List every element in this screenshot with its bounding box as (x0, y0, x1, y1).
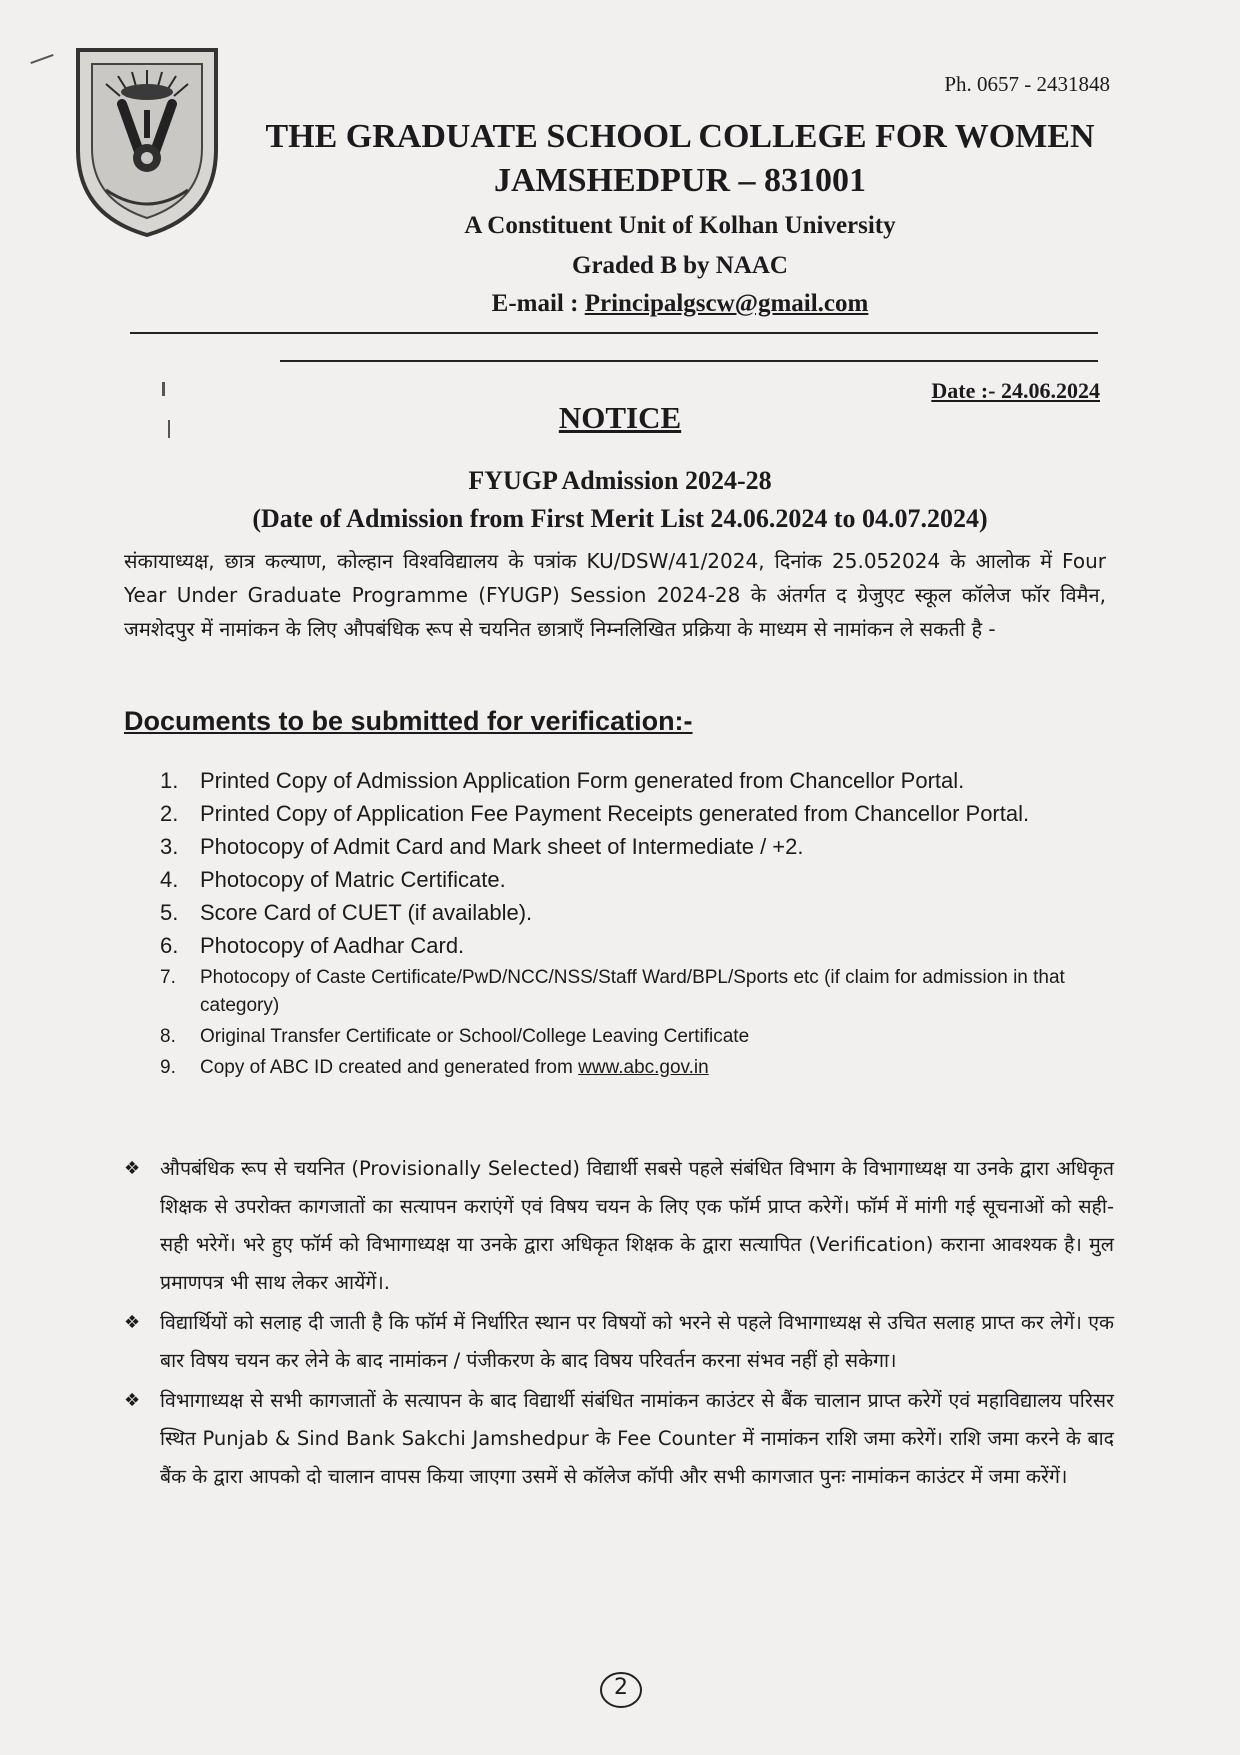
list-number: 3. (160, 834, 179, 859)
list-number: 5. (160, 900, 179, 925)
list-text: Photocopy of Caste Certificate/PwD/NCC/NSS/Staff Ward/BPL/Sports etc (if claim for admission in that category) (200, 967, 1065, 1016)
notice-subtitle: FYUGP Admission 2024-28 (468, 466, 772, 495)
naac-grade: Graded B by NAAC (572, 252, 788, 279)
college-seal-logo (72, 40, 222, 240)
list-item (160, 931, 1090, 961)
list-text: Printed Copy of Admission Application Form generated from Chancellor Portal. (200, 768, 965, 793)
diamond-bullet-icon: ❖ (124, 1158, 141, 1179)
list-number: 9. (160, 1057, 176, 1078)
scan-mark (162, 382, 165, 396)
scan-mark (30, 54, 53, 64)
page-number-text: 2 (614, 1675, 628, 1700)
header-divider (130, 332, 1098, 334)
college-city: JAMSHEDPUR – 831001 (493, 162, 867, 199)
instruction-text: विद्यार्थियों को सलाह दी जाती है कि फॉर्म में निर्धारित स्थान पर विषयों को भरने से पहले विभागाध्यक्ष से उचित सलाह प्राप्त कर लेगें। एक बार विषय चयन कर लेने के बाद नामांकन / पंजीकरण के बाद विषय परिवर्तन करना संभव नहीं हो सकेगा। (160, 1311, 1114, 1372)
list-item (160, 898, 1090, 928)
list-number: 6. (160, 933, 179, 958)
instruction-item (124, 1304, 1114, 1380)
affiliation: A Constituent Unit of Kolhan University (464, 212, 896, 239)
list-text: Photocopy of Admit Card and Mark sheet of Intermediate / +2. (200, 834, 804, 859)
list-text: Score Card of CUET (if available). (200, 900, 533, 925)
admission-dates: (Date of Admission from First Merit List 24.06.2024 to 04.07.2024) (252, 504, 988, 533)
header-divider-2 (280, 360, 1098, 362)
abc-gov-link[interactable]: www.abc.gov.in (578, 1057, 709, 1078)
list-text: Printed Copy of Application Fee Payment Receipts generated from Chancellor Portal. (200, 801, 1030, 826)
instruction-item (124, 1382, 1114, 1496)
notice-title: NOTICE (558, 400, 682, 435)
scan-mark (168, 420, 170, 438)
list-item (160, 1054, 1090, 1082)
list-item (160, 1023, 1090, 1051)
instruction-item (124, 1150, 1114, 1302)
college-name: THE GRADUATE SCHOOL COLLEGE FOR WOMEN (265, 118, 1095, 155)
instruction-text: विभागाध्यक्ष से सभी कागजातों के सत्यापन के बाद विद्यार्थी संबंधित नामांकन काउंटर से बैंक चालान प्राप्त करेगें एवं महाविद्यालय परिसर स्थित Punjab & Sind Bank Sakchi Jamshedpur के Fee Counter में नामांकन राशि जमा करेगें। राशि जमा करने के बाद बैंक के द्वारा आपको दो चालान वापस किया जाएगा उसमें से कॉलेज कॉपी और सभी कागजात पुनः नामांकन काउंटर में जमा करेंगें। (160, 1389, 1114, 1488)
diamond-bullet-icon: ❖ (124, 1312, 141, 1333)
list-number: 7. (160, 967, 176, 988)
page-number (598, 1670, 644, 1710)
list-text: Photocopy of Matric Certificate. (200, 867, 506, 892)
list-number: 8. (160, 1026, 176, 1047)
phone-number: Ph. 0657 - 2431848 (944, 72, 1110, 96)
list-item (160, 799, 1090, 829)
list-text: Copy of ABC ID created and generated from (200, 1057, 579, 1078)
email-line (240, 290, 1120, 318)
list-item (160, 964, 1090, 1020)
email-link[interactable]: Principalgscw@gmail.com (584, 290, 869, 317)
list-item (160, 832, 1090, 862)
documents-heading: Documents to be submitted for verification:- (124, 706, 693, 736)
email-label: E-mail : (491, 290, 585, 317)
list-text: Photocopy of Aadhar Card. (200, 933, 465, 958)
list-item (160, 865, 1090, 895)
intro-paragraph: संकायाध्यक्ष, छात्र कल्याण, कोल्हान विश्वविद्यालय के पत्रांक KU/DSW/41/2024, दिनांक 25.052024 के आलोक में Four Year Under Graduate Programme (FYUGP) Session 2024-28 के अंतर्गत द ग्रेजुएट स्कूल कॉलेज फॉर विमैन, जमशेदपुर में नामांकन के लिए औपबंधिक रूप से चयनित छात्राएँ निम्नलिखित प्रक्रिया के माध्यम से नामांकन ले सकती है - (124, 549, 1106, 641)
notice-date: Date :- 24.06.2024 (931, 378, 1100, 403)
list-text: Original Transfer Certificate or School/College Leaving Certificate (200, 1026, 750, 1047)
documents-list (160, 766, 1090, 1085)
list-number: 4. (160, 867, 179, 892)
instruction-text: औपबंधिक रूप से चयनित (Provisionally Selected) विद्यार्थी सबसे पहले संबंधित विभाग के विभागाध्यक्ष या उनके द्वारा अधिकृत शिक्षक से उपरोक्त कागजातों का सत्यापन कराएंगें एवं विषय चयन के लिए एक फॉर्म प्राप्त करेगें। फॉर्म में मांगी गई सूचनाओं को सही-सही भरेगें। भरे हुए फॉर्म को विभागाध्यक्ष या उनके द्वारा अधिकृत शिक्षक के द्वारा सत्यापित (Verification) कराना आवश्यक है। मुल प्रमाणपत्र भी साथ लेकर आयेंगें।. (160, 1157, 1114, 1294)
list-number: 1. (160, 768, 179, 793)
instructions-list (124, 1150, 1114, 1498)
list-item (160, 766, 1090, 796)
diamond-bullet-icon: ❖ (124, 1390, 141, 1411)
list-number: 2. (160, 801, 179, 826)
